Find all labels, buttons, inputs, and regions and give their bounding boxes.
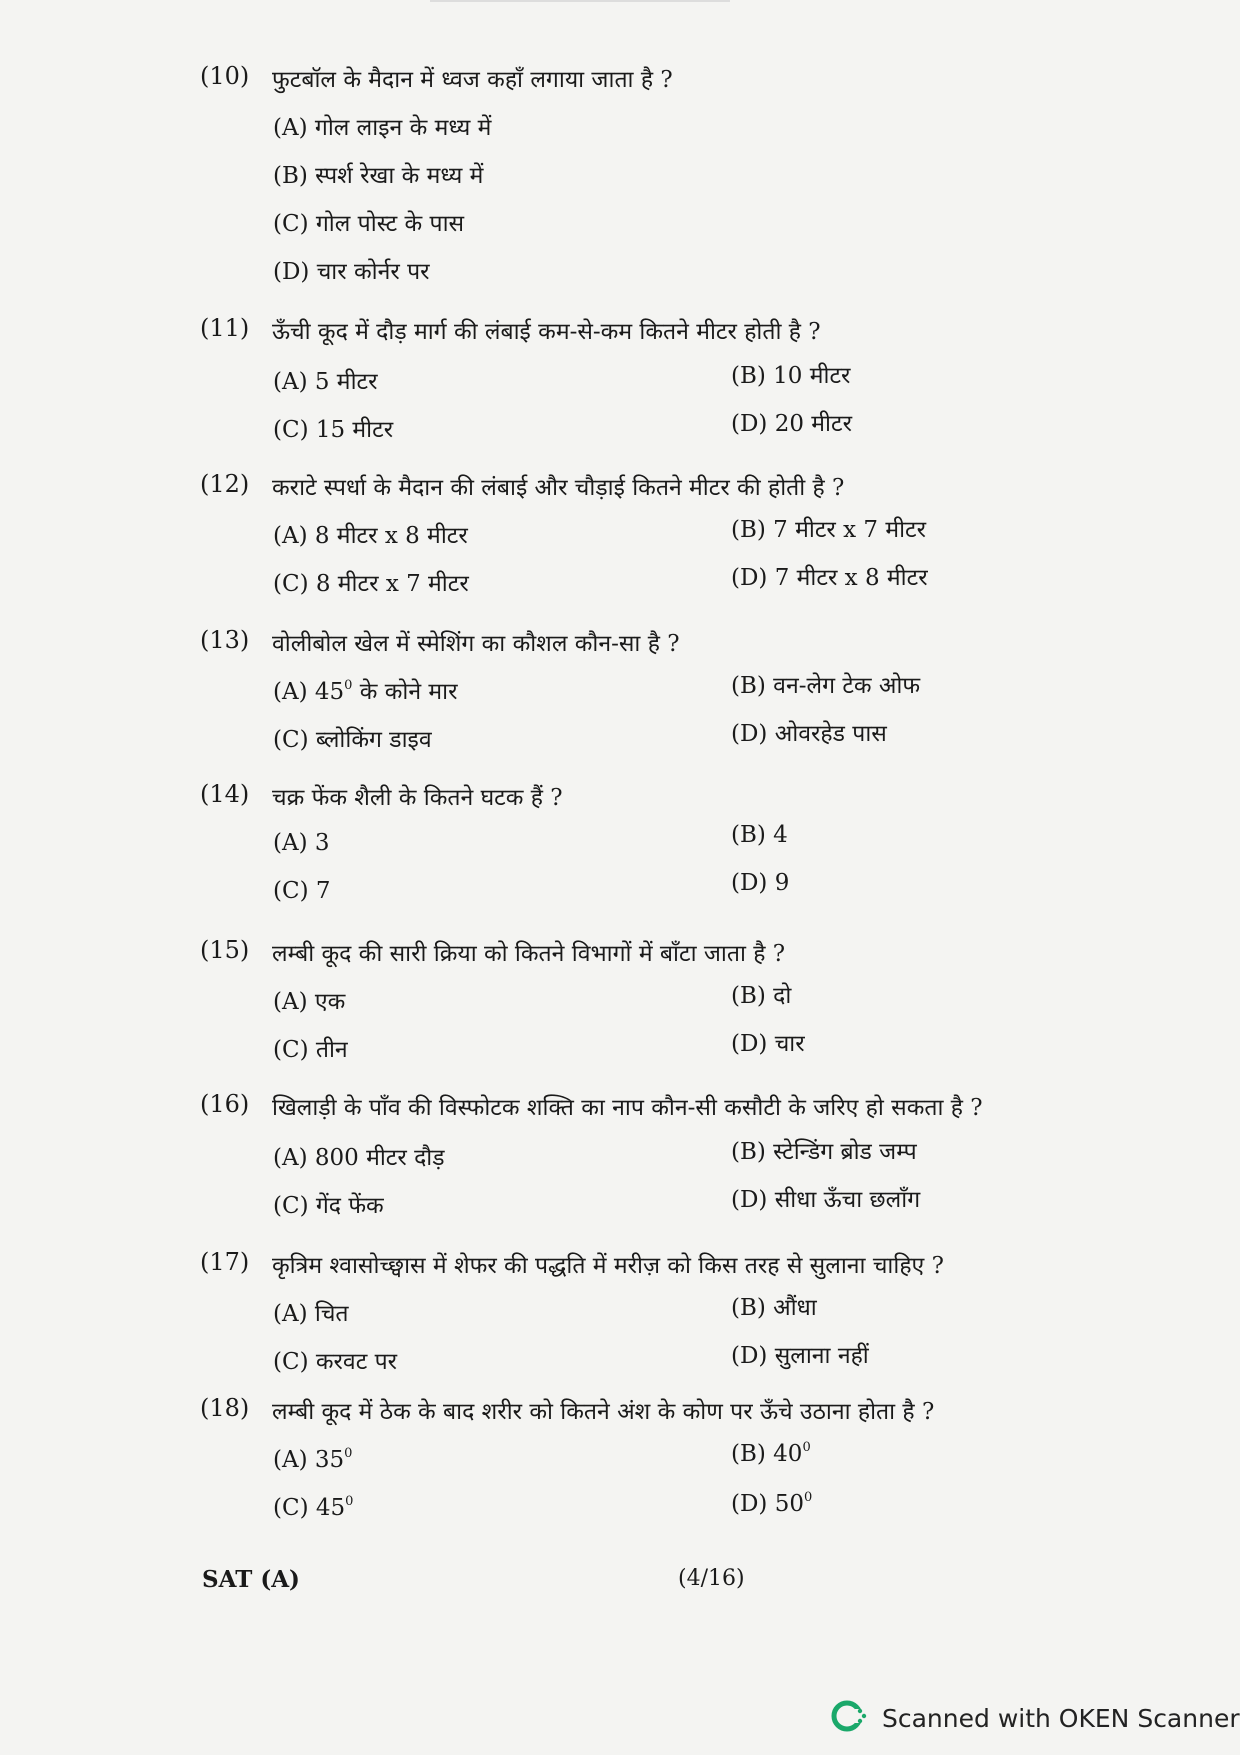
option-c: (C) 7 [273,878,331,904]
oken-logo-icon [830,1699,870,1737]
question-number: (15) [200,936,250,964]
question-number: (12) [200,470,250,498]
option-d: (D) ओवरहेड पास [731,721,887,747]
option-d: (D) 20 मीटर [731,411,852,437]
question-number: (14) [200,780,250,808]
option-c: (C) गेंद फेंक [273,1193,384,1219]
option-b: (B) औंधा [731,1295,817,1321]
option-c: (C) ब्लोकिंग डाइव [273,727,432,753]
option-label: (B) 40 [731,1441,803,1467]
option-d: (D) चार [731,1031,805,1057]
degree-mark: 0 [344,678,353,693]
option-label: (D) 50 [731,1491,804,1517]
scan-edge [430,0,730,2]
question-text: वोलीबोल खेल में स्मेशिंग का कौशल कौन-सा है ? [272,631,680,657]
option-b: (B) स्टेन्डिंग ब्रोड जम्प [731,1139,917,1165]
question-text: खिलाड़ी के पाँव की विस्फोटक शक्ति का नाप कौन-सी कसौटी के जरिए हो सकता है ? [272,1095,983,1121]
scanner-watermark [830,1700,1240,1736]
question-text: फुटबॉल के मैदान में ध्वज कहाँ लगाया जाता है ? [272,67,673,93]
option-b: (B) 10 मीटर [731,363,851,389]
option-label: (A) 45 [273,679,345,705]
option-label: (C) 45 [273,1495,346,1521]
option-a: (A) 8 मीटर x 8 मीटर [273,523,468,549]
option-c: (C) 15 मीटर [273,417,394,443]
option-a: (A) 800 मीटर दौड़ [273,1145,445,1171]
degree-mark: 0 [802,1440,811,1455]
option-suffix: के कोने मार [352,679,458,705]
option-a [273,674,458,706]
option-d: (D) 7 मीटर x 8 मीटर [731,565,928,591]
option-a: (A) 3 [273,830,330,856]
option-b: (B) दो [731,983,792,1009]
option-d: (D) चार कोर्नर पर [273,259,430,285]
question-text: कराटे स्पर्धा के मैदान की लंबाई और चौड़ाई कितने मीटर की होती है ? [272,475,845,501]
question-number: (16) [200,1090,250,1118]
question-text: लम्बी कूद की सारी क्रिया को कितने विभागों में बाँटा जाता है ? [272,941,786,967]
option-c: (C) गोल पोस्ट के पास [273,211,465,237]
watermark-text: Scanned with OKEN Scanner [882,1703,1240,1733]
option-b: (B) स्पर्श रेखा के मध्य में [273,163,484,189]
question-number: (10) [200,62,250,90]
option-c [273,1494,353,1521]
option-d: (D) सीधा ऊँचा छलाँग [731,1187,921,1213]
degree-mark: 0 [345,1494,354,1509]
option-c: (C) करवट पर [273,1349,398,1375]
question-number: (11) [200,314,250,342]
option-a: (A) गोल लाइन के मध्य में [273,115,492,141]
option-b [731,1440,811,1467]
question-text: चक्र फेंक शैली के कितने घटक हैं ? [272,785,563,811]
question-number: (13) [200,626,250,654]
option-a: (A) 5 मीटर [273,369,378,395]
question-text: ऊँची कूद में दौड़ मार्ग की लंबाई कम-से-कम कितने मीटर होती है ? [272,319,821,345]
question-text: लम्बी कूद में ठेक के बाद शरीर को कितने अंश के कोण पर ऊँचे उठाना होता है ? [272,1399,935,1425]
paper-code: SAT (A) [202,1566,300,1593]
degree-mark: 0 [803,1490,813,1505]
option-d: (D) 9 [731,870,790,896]
option-a: (A) एक [273,989,346,1015]
option-a: (A) चित [273,1301,349,1327]
option-b: (B) 4 [731,822,788,848]
option-b: (B) 7 मीटर x 7 मीटर [731,517,927,543]
option-c: (C) तीन [273,1037,348,1063]
option-d: (D) सुलाना नहीं [731,1343,869,1369]
question-text: कृत्रिम श्वासोच्छ्वास में शेफर की पद्धति में मरीज़ को किस तरह से सुलाना चाहिए ? [272,1253,944,1279]
degree-mark: 0 [344,1446,353,1461]
option-label: (A) 35 [273,1447,345,1473]
question-number: (17) [200,1248,250,1276]
option-a [273,1446,352,1473]
question-number: (18) [200,1394,250,1422]
option-d [731,1490,812,1517]
option-b: (B) वन-लेग टेक ओफ [731,673,921,699]
page-number: (4/16) [678,1566,745,1591]
option-c: (C) 8 मीटर x 7 मीटर [273,571,469,597]
